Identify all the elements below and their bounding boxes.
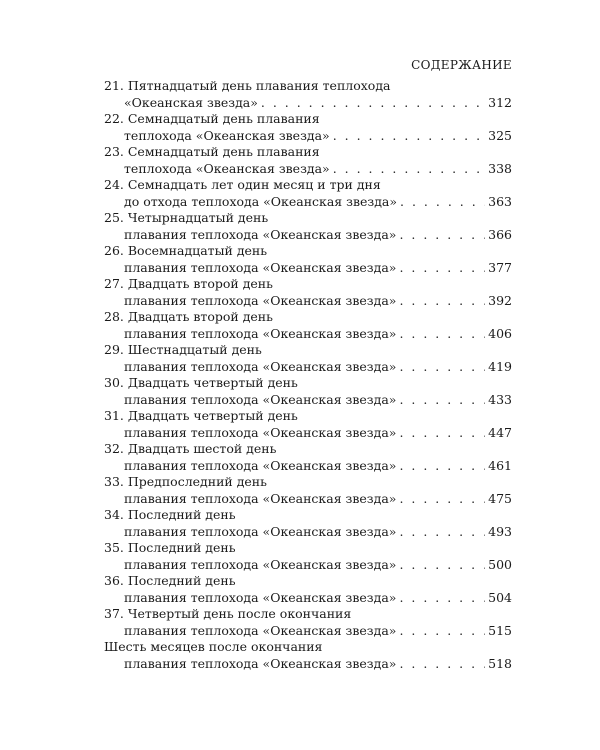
toc-entry-title-continuation: плавания теплохода «Океанская звезда» (124, 622, 397, 638)
toc-page-number: 461 (488, 457, 512, 473)
toc-entry-title: 24. Семнадцать лет один месяц и три дня (104, 177, 381, 192)
toc-entry-title-continuation: плавания теплохода «Океанская звезда» (124, 292, 397, 308)
toc-entry (104, 375, 512, 408)
dot-leader (399, 293, 485, 310)
toc-entry-title-continuation: «Океанская звезда» (124, 94, 258, 110)
toc-page-number: 312 (488, 94, 512, 110)
toc-entry-last-line (104, 359, 512, 376)
toc-page-number: 447 (488, 424, 512, 440)
toc-entry (104, 540, 512, 573)
toc-entry-title: 22. Семнадцатый день плавания (104, 111, 320, 126)
toc-entry-title-continuation: плавания теплохода «Океанская звезда» (124, 226, 397, 242)
toc-entry-title: 31. Двадцать четвертый день (104, 408, 298, 423)
toc-entry-title-continuation: плавания теплохода «Океанская звезда» (124, 556, 397, 572)
dot-leader (399, 425, 485, 442)
running-head: СОДЕРЖАНИЕ (411, 58, 512, 72)
toc-entry-last-line (104, 491, 512, 508)
toc-entry-title: 27. Двадцать второй день (104, 276, 273, 291)
toc-entry-last-line (104, 227, 512, 244)
toc-entry-last-line (104, 392, 512, 409)
toc-entry (104, 243, 512, 276)
dot-leader (399, 260, 485, 277)
toc-entry-title: 37. Четвертый день после окончания (104, 606, 352, 621)
toc-page-number: 392 (488, 292, 512, 308)
dot-leader (333, 128, 485, 145)
toc-entry-last-line (104, 623, 512, 640)
dot-leader (333, 161, 485, 178)
toc-entry (104, 111, 512, 144)
toc-entry-last-line (104, 161, 512, 178)
toc-entry (104, 276, 512, 309)
toc-entry-title: Шесть месяцев после окончания (104, 639, 323, 654)
toc-entry (104, 309, 512, 342)
toc-entry (104, 78, 512, 111)
toc-entry-title-continuation: плавания теплохода «Океанская звезда» (124, 424, 397, 440)
toc-entry-last-line (104, 590, 512, 607)
toc-entry-last-line (104, 95, 512, 112)
toc-entry (104, 606, 512, 639)
dot-leader (399, 359, 485, 376)
toc-entry-title: 32. Двадцать шестой день (104, 441, 277, 456)
dot-leader (399, 590, 485, 607)
toc-page-number: 515 (488, 622, 512, 638)
toc-page-number: 363 (488, 193, 512, 209)
toc-entry-title-continuation: плавания теплохода «Океанская звезда» (124, 655, 397, 671)
toc-page-number: 377 (488, 259, 512, 275)
toc-entry-last-line (104, 524, 512, 541)
toc-entry-last-line (104, 260, 512, 277)
toc-entry-title-continuation: плавания теплохода «Океанская звезда» (124, 325, 397, 341)
toc-entry (104, 639, 512, 672)
dot-leader (399, 458, 485, 475)
toc-page-number: 433 (488, 391, 512, 407)
dot-leader (399, 491, 485, 508)
dot-leader (399, 392, 485, 409)
toc-entry-title: 35. Последний день (104, 540, 236, 555)
toc-entry-title-continuation: плавания теплохода «Океанская звезда» (124, 457, 397, 473)
toc-entry (104, 573, 512, 606)
toc-entry-title: 30. Двадцать четвертый день (104, 375, 298, 390)
toc-entry-title: 28. Двадцать второй день (104, 309, 273, 324)
dot-leader (399, 227, 485, 244)
toc-entry-title: 25. Четырнадцатый день (104, 210, 269, 225)
toc-page-number: 325 (488, 127, 512, 143)
toc-entry-title: 29. Шестнадцатый день (104, 342, 262, 357)
dot-leader (261, 95, 485, 112)
toc-entry-title-continuation: плавания теплохода «Океанская звезда» (124, 589, 397, 605)
toc-page-number: 366 (488, 226, 512, 242)
toc-entry (104, 474, 512, 507)
toc-entry-last-line (104, 194, 512, 211)
toc-entry-title-continuation: плавания теплохода «Океанская звезда» (124, 358, 397, 374)
toc-entry-last-line (104, 128, 512, 145)
dot-leader (399, 623, 485, 640)
toc-page-number: 338 (488, 160, 512, 176)
toc-page-number: 504 (488, 589, 512, 605)
toc-entry-title-continuation: плавания теплохода «Океанская звезда» (124, 523, 397, 539)
toc-entry-title-continuation: теплохода «Океанская звезда» (124, 127, 330, 143)
toc-entry-title: 34. Последний день (104, 507, 236, 522)
toc-entry (104, 210, 512, 243)
toc-entry-title: 23. Семнадцатый день плавания (104, 144, 320, 159)
toc-entry-title: 33. Предпоследний день (104, 474, 267, 489)
toc-page-number: 493 (488, 523, 512, 539)
toc-entry-last-line (104, 326, 512, 343)
toc-entry-title: 26. Восемнадцатый день (104, 243, 268, 258)
toc-entry (104, 177, 512, 210)
toc-entry (104, 408, 512, 441)
toc-entry-title-continuation: плавания теплохода «Океанская звезда» (124, 490, 397, 506)
toc-page-number: 406 (488, 325, 512, 341)
toc-entry-last-line (104, 425, 512, 442)
toc-entry-title-continuation: плавания теплохода «Океанская звезда» (124, 259, 397, 275)
dot-leader (399, 557, 485, 574)
dot-leader (399, 656, 485, 673)
toc-entry (104, 507, 512, 540)
dot-leader (399, 524, 485, 541)
dot-leader (399, 326, 485, 343)
toc-entry-last-line (104, 293, 512, 310)
toc-page-number: 475 (488, 490, 512, 506)
toc-page-number: 419 (488, 358, 512, 374)
toc-entry (104, 342, 512, 375)
toc-entry-title: 21. Пятнадцатый день плавания теплохода (104, 78, 391, 93)
toc-entry-title-continuation: теплохода «Океанская звезда» (124, 160, 330, 176)
toc-entry-title: 36. Последний день (104, 573, 236, 588)
toc-entry-last-line (104, 557, 512, 574)
toc-page-number: 518 (488, 655, 512, 671)
toc-entry-title-continuation: плавания теплохода «Океанская звезда» (124, 391, 397, 407)
toc-page-number: 500 (488, 556, 512, 572)
toc-entry-last-line (104, 458, 512, 475)
toc-entry (104, 441, 512, 474)
table-of-contents (104, 78, 512, 672)
toc-entry-title-continuation: до отхода теплохода «Океанская звезда» (124, 193, 398, 209)
toc-entry (104, 144, 512, 177)
dot-leader (400, 194, 485, 211)
toc-entry-last-line (104, 656, 512, 673)
